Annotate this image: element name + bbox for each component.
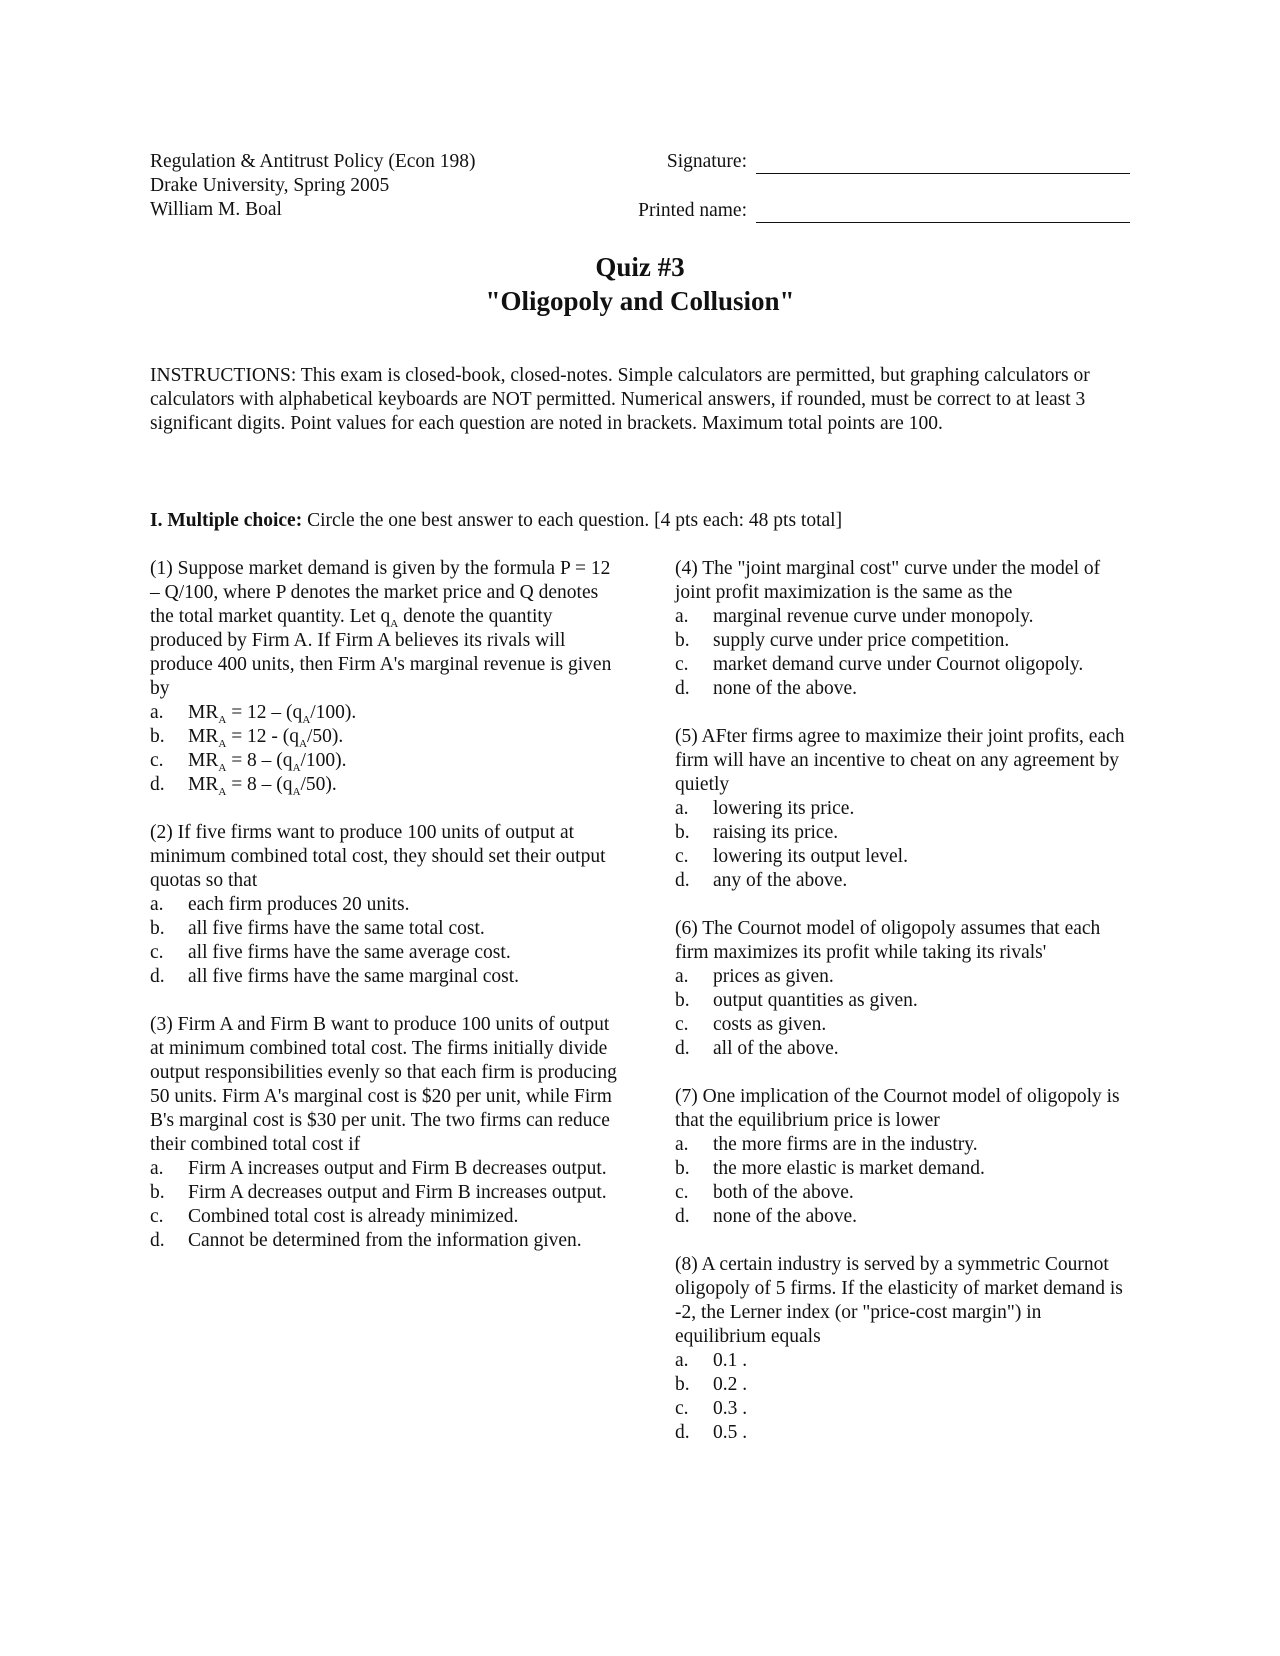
answer-option[interactable]	[675, 1181, 1135, 1205]
option-text: lowering its output level.	[713, 846, 908, 867]
answer-option[interactable]	[150, 773, 620, 797]
answer-option[interactable]	[675, 1037, 1135, 1061]
answer-option[interactable]	[675, 797, 1135, 821]
option-letter: d.	[675, 1038, 690, 1059]
answer-option[interactable]	[150, 965, 620, 989]
option-letter: d.	[150, 774, 165, 795]
question-8	[675, 1253, 1135, 1445]
option-text: 0.3 .	[713, 1398, 748, 1419]
option-text: 0.1 .	[713, 1350, 748, 1371]
instructor-name: William M. Boal	[150, 199, 282, 220]
option-letter: b.	[675, 1374, 690, 1395]
section-heading	[150, 509, 1130, 533]
option-text: costs as given.	[713, 1014, 827, 1035]
answer-option[interactable]	[150, 893, 620, 917]
option-text: market demand curve under Cournot oligopoly.	[713, 654, 1084, 675]
option-letter: c.	[675, 1182, 689, 1203]
question-stem: (5) AFter firms agree to maximize their joint profits, each firm will have an incentive to cheat on any agreement by quietly	[675, 726, 1125, 795]
option-letter: c.	[675, 1398, 689, 1419]
option-text: $MR_A = 8 - (q_A/100)$.	[188, 750, 347, 774]
option-text: lowering its price.	[713, 798, 855, 819]
option-letter: b.	[150, 726, 165, 747]
question-stem: (2) If five firms want to produce 100 units of output at minimum combined total cost, they should set their output quotas so that	[150, 822, 606, 891]
question-4	[675, 557, 1135, 701]
option-letter: b.	[675, 630, 690, 651]
option-letter: c.	[675, 654, 689, 675]
option-text: the more firms are in the industry.	[713, 1134, 978, 1155]
option-letter: b.	[150, 918, 165, 939]
answer-option[interactable]	[150, 917, 620, 941]
answer-option[interactable]	[675, 677, 1135, 701]
answer-option[interactable]	[675, 1133, 1135, 1157]
question-stem: (6) The Cournot model of oligopoly assumes that each firm maximizes its profit while taking its rivals'	[675, 918, 1101, 963]
option-text: all five firms have the same total cost.	[188, 918, 485, 939]
option-letter: a.	[675, 606, 689, 627]
option-text: $MR_A = 12 - (q_A/100)$.	[188, 702, 357, 726]
answer-option[interactable]	[675, 1397, 1135, 1421]
option-letter: c.	[150, 942, 164, 963]
option-text: output quantities as given.	[713, 990, 918, 1011]
answer-option[interactable]	[675, 1349, 1135, 1373]
signature-line[interactable]	[756, 173, 1130, 174]
answer-option[interactable]	[150, 1181, 620, 1205]
option-letter: b.	[150, 1182, 165, 1203]
option-text: all five firms have the same marginal cost.	[188, 966, 520, 987]
option-letter: a.	[150, 1158, 164, 1179]
printed-name-field[interactable]	[560, 199, 1130, 223]
option-text: each firm produces 20 units.	[188, 894, 410, 915]
option-text: all of the above.	[713, 1038, 839, 1059]
printed-name-label: Printed name:	[638, 200, 747, 221]
option-letter: a.	[150, 894, 164, 915]
option-letter: a.	[150, 702, 164, 723]
answer-option[interactable]	[150, 1205, 620, 1229]
answer-option[interactable]	[675, 1373, 1135, 1397]
answer-option[interactable]	[150, 1229, 620, 1253]
question-6	[675, 917, 1135, 1061]
option-letter: d.	[675, 1422, 690, 1443]
answer-option[interactable]	[675, 1013, 1135, 1037]
course-name: Regulation & Antitrust Policy (Econ 198)	[150, 151, 476, 172]
answer-option[interactable]	[675, 821, 1135, 845]
option-text: Firm A decreases output and Firm B increases output.	[188, 1182, 607, 1203]
option-letter: d.	[150, 966, 165, 987]
printed-name-line[interactable]	[756, 222, 1130, 223]
quiz-topic: "Oligopoly and Collusion"	[485, 286, 795, 316]
left-column	[150, 557, 620, 1277]
question-stem: (1) Suppose market demand is given by the formula P = 12 – Q/100, where P denotes the market price and Q denotes the total market quantity. Let $q_A$ denote the quantity produced by Firm A. If Firm A believes its rivals will produce 400 units, then Firm A's marginal revenue is given by	[150, 558, 612, 699]
question-3	[150, 1013, 620, 1253]
answer-option[interactable]	[150, 941, 620, 965]
option-text: Cannot be determined from the information given.	[188, 1230, 582, 1251]
section-text: Circle the one best answer to each question. [4 pts each: 48 pts total]	[302, 510, 843, 531]
option-letter: a.	[675, 966, 689, 987]
question-5	[675, 725, 1135, 893]
signature-label: Signature:	[666, 151, 747, 172]
option-letter: a.	[675, 1350, 689, 1371]
answer-option[interactable]	[675, 605, 1135, 629]
question-stem: (3) Firm A and Firm B want to produce 100 units of output at minimum combined total cost. The firms initially divide output responsibilities evenly so that each firm is producing 50 units. Firm A's marginal cost is $20 per unit, while Firm B's marginal cost is $30 per unit. The two firms can reduce their combined total cost if	[150, 1014, 617, 1155]
option-text: 0.2 .	[713, 1374, 748, 1395]
option-text: supply curve under price competition.	[713, 630, 1010, 651]
option-letter: b.	[675, 1158, 690, 1179]
signature-field[interactable]	[560, 150, 1130, 174]
answer-option[interactable]	[675, 869, 1135, 893]
option-text: marginal revenue curve under monopoly.	[713, 606, 1034, 627]
option-text: the more elastic is market demand.	[713, 1158, 985, 1179]
question-7	[675, 1085, 1135, 1229]
answer-option[interactable]	[150, 749, 620, 773]
option-text: $MR_A = 8 - (q_A/50)$.	[188, 774, 337, 798]
option-text: prices as given.	[713, 966, 834, 987]
option-letter: c.	[675, 1014, 689, 1035]
right-column	[675, 557, 1135, 1469]
answer-option[interactable]	[675, 989, 1135, 1013]
option-letter: a.	[675, 798, 689, 819]
section-label: I. Multiple choice:	[150, 510, 303, 531]
answer-option[interactable]	[675, 1157, 1135, 1181]
option-text: $MR_A = 12 - (q_A/50)$.	[188, 726, 344, 750]
school-term: Drake University, Spring 2005	[150, 175, 390, 196]
option-text: raising its price.	[713, 822, 839, 843]
answer-option[interactable]	[675, 629, 1135, 653]
option-text: 0.5 .	[713, 1422, 748, 1443]
question-1	[150, 557, 620, 797]
option-text: any of the above.	[713, 870, 848, 891]
option-letter: d.	[150, 1230, 165, 1251]
question-stem: (7) One implication of the Cournot model of oligopoly is that the equilibrium price is lower	[675, 1086, 1120, 1131]
answer-option[interactable]	[675, 965, 1135, 989]
option-text: Firm A increases output and Firm B decreases output.	[188, 1158, 607, 1179]
option-letter: d.	[675, 1206, 690, 1227]
answer-option[interactable]	[150, 1157, 620, 1181]
course-header	[150, 150, 476, 222]
question-stem: (4) The "joint marginal cost" curve under the model of joint profit maximization is the same as the	[675, 558, 1101, 603]
answer-option[interactable]	[150, 725, 620, 749]
quiz-title	[0, 250, 1280, 318]
answer-option[interactable]	[675, 1205, 1135, 1229]
answer-option[interactable]	[150, 701, 620, 725]
option-letter: c.	[150, 750, 164, 771]
question-stem: (8) A certain industry is served by a symmetric Cournot oligopoly of 5 firms. If the elasticity of market demand is -2, the Lerner index (or "price-cost margin") in equilibrium equals	[675, 1254, 1123, 1347]
option-letter: a.	[675, 1134, 689, 1155]
option-letter: d.	[675, 870, 690, 891]
instructions: INSTRUCTIONS: This exam is closed-book, closed-notes. Simple calculators are permitted, but graphing calculators or calculators with alphabetical keyboards are NOT permitted. Numerical answers, if rounded, must be correct to at least 3 significant digits. Point values for each question are noted in brackets. Maximum total points are 100.	[150, 365, 1090, 434]
option-text: both of the above.	[713, 1182, 854, 1203]
option-text: none of the above.	[713, 678, 858, 699]
option-text: none of the above.	[713, 1206, 858, 1227]
option-text: all five firms have the same average cost.	[188, 942, 511, 963]
option-letter: b.	[675, 822, 690, 843]
option-text: Combined total cost is already minimized.	[188, 1206, 519, 1227]
option-letter: b.	[675, 990, 690, 1011]
answer-option[interactable]	[675, 653, 1135, 677]
option-letter: d.	[675, 678, 690, 699]
quiz-number: Quiz #3	[595, 252, 685, 282]
option-letter: c.	[675, 846, 689, 867]
answer-option[interactable]	[675, 1421, 1135, 1445]
answer-option[interactable]	[675, 845, 1135, 869]
option-letter: c.	[150, 1206, 164, 1227]
question-2	[150, 821, 620, 989]
